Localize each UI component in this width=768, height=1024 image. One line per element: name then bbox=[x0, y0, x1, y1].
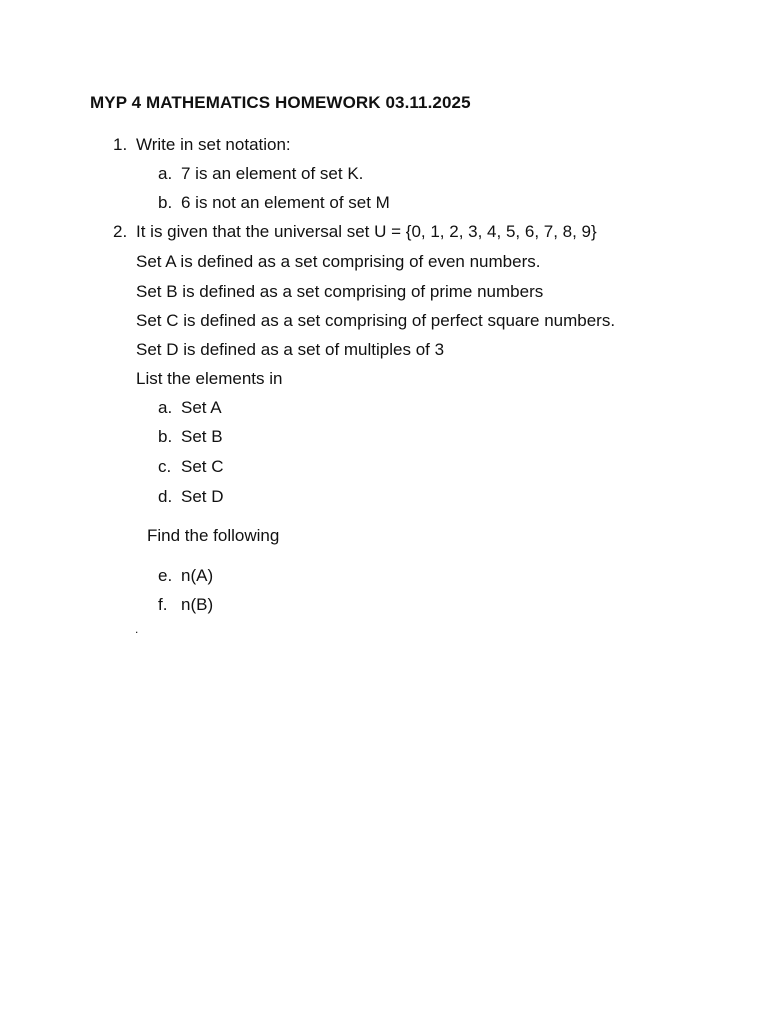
question-1-number: 1. bbox=[113, 135, 128, 154]
list-part-a-text: Set A bbox=[181, 398, 222, 417]
question-1b-text: 6 is not an element of set M bbox=[181, 193, 390, 212]
question-2-text: It is given that the universal set U = {0, 1, 2, 3, 4, 5, 6, 7, 8, 9} bbox=[136, 222, 597, 241]
list-part-a-label: a. bbox=[158, 398, 173, 417]
list-part-b-label: b. bbox=[158, 427, 173, 446]
list-elements-instruction: List the elements in bbox=[136, 369, 283, 388]
find-part-f-label: f. bbox=[158, 595, 168, 614]
list-part-b-text: Set B bbox=[181, 427, 223, 446]
question-1a-text: 7 is an element of set K. bbox=[181, 164, 364, 183]
question-1a-label: a. bbox=[158, 164, 173, 183]
list-part-c-text: Set C bbox=[181, 457, 224, 476]
set-c-definition: Set C is defined as a set comprising of perfect square numbers. bbox=[136, 311, 616, 330]
list-part-d-label: d. bbox=[158, 487, 173, 506]
set-d-definition: Set D is defined as a set of multiples of 3 bbox=[136, 340, 445, 359]
find-part-f-text: n(B) bbox=[181, 595, 214, 614]
set-a-definition: Set A is defined as a set comprising of even numbers. bbox=[136, 252, 541, 271]
question-2-number: 2. bbox=[113, 222, 128, 241]
find-part-e-text: n(A) bbox=[181, 566, 214, 585]
page-title: MYP 4 MATHEMATICS HOMEWORK 03.11.2025 bbox=[90, 93, 471, 112]
find-heading: Find the following bbox=[147, 526, 280, 545]
set-b-definition: Set B is defined as a set comprising of prime numbers bbox=[136, 282, 544, 301]
trailing-dot: . bbox=[135, 622, 139, 636]
list-part-d-text: Set D bbox=[181, 487, 224, 506]
list-part-c-label: c. bbox=[158, 457, 172, 476]
question-1b-label: b. bbox=[158, 193, 173, 212]
find-part-e-label: e. bbox=[158, 566, 173, 585]
question-1-text: Write in set notation: bbox=[136, 135, 291, 154]
